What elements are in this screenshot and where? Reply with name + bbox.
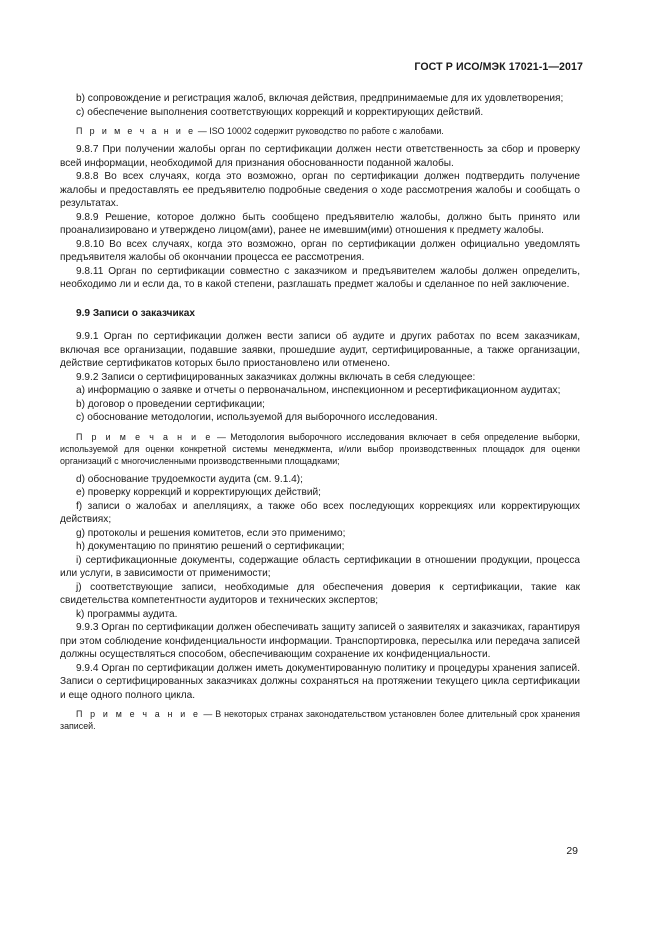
list-item-b: b) договор о проведении сертификации; — [76, 398, 265, 410]
list-item-i: i) сертификационные документы, содержащие область сертификации в отношении продукции, процесса или услуги, в зависимости от применимости; — [60, 554, 580, 579]
list-item-j: j) соответствующие записи, необходимые для обеспечения доверия к сертификации, такие как свидетельства компетентности аудиторов и технических экспертов; — [60, 581, 580, 606]
clause-9-9-3: 9.9.3 Орган по сертификации должен обеспечивать защиту записей о заявителях и заказчиках, гарантируя при этом соблюдение конфиденциальности информации. Транспортировка, пересылка или передача записей должны осуществляться способом, обеспечивающим сохранение их конфиденциальности. — [60, 622, 580, 660]
clause-9-8-7: 9.8.7 При получении жалобы орган по сертификации должен нести ответственность за сбор и проверку всей информации, необходимой для признания обоснованности поданной жалобы. — [60, 144, 580, 169]
note — [60, 431, 580, 467]
note-text: — ISO 10002 содержит руководство по работе с жалобами. — [195, 126, 444, 136]
note-text: — В некоторых странах законодательством установлен более длительный срок хранения записей. — [60, 709, 580, 731]
document-header: ГОСТ Р ИСО/МЭК 17021-1—2017 — [414, 61, 583, 73]
list-item-g: g) протоколы и решения комитетов, если это применимо; — [76, 527, 346, 539]
note-text: — Методология выборочного исследования включает в себя определение выборки, используемой для оценки конкретной системы менеджмента, и/или выбор производственных площадок для оценки организаций с многочисленными производственными площадками; — [60, 431, 580, 466]
clause-9-8-10: 9.8.10 Во всех случаях, когда это возможно, орган по сертификации должен официально уведомлять предъявителя жалобы об окончании процесса ее рассмотрения. — [60, 238, 580, 263]
note-label: П р и м е ч а н и е — [76, 709, 201, 719]
clause-9-9-1: 9.9.1 Орган по сертификации должен вести записи об аудите и других работах по всем заказчикам, включая все организации, подавшие заявки, прошедшие аудит, сертифицированные, а также организации, действие сертификатов которых было приостановлено или отменено. — [60, 331, 580, 369]
list-item-h: h) документацию по принятию решений о сертификации; — [76, 541, 345, 552]
clause-9-9-4: 9.9.4 Орган по сертификации должен иметь документированную политику и процедуры хранения записей. Записи о сертифицированных заказчиках должны сохраняться на протяжении текущего цикла сертификации и еще одного полного цикла. — [60, 662, 580, 701]
list-item-c: c) обеспечение выполнения соответствующих коррекций и корректирующих действий. — [76, 106, 484, 118]
note-label: П р и м е ч а н и е — [76, 126, 196, 136]
list-item-d: d) обоснование трудоемкости аудита (см. 9.1.4); — [76, 473, 303, 485]
clause-9-9-2: 9.9.2 Записи о сертифицированных заказчиках должны включать в себя следующее: — [76, 371, 476, 383]
list-item-c: c) обоснование методологии, используемой для выборочного исследования. — [76, 412, 438, 423]
clause-9-8-8: 9.8.8 Во всех случаях, когда это возможно, орган по сертификации должен подтвердить получение жалобы и предоставлять ее предъявителю подробные сведения о ходе рассмотрения жалобы и сообщать о результатах. — [60, 171, 580, 209]
note — [60, 708, 580, 732]
list-item-f: f) записи о жалобах и апелляциях, а также обо всех последующих коррекциях или корректирующих действиях; — [60, 500, 580, 525]
clause-9-8-11: 9.8.11 Орган по сертификации совместно с заказчиком и предъявителем жалобы должен определить, необходимо ли и если да, то в какой степени, разглашать предмет жалобы и сделанное по ней заключение. — [60, 265, 580, 290]
list-item-e: e) проверку коррекций и корректирующих действий; — [76, 487, 321, 498]
note — [60, 125, 580, 137]
list-item-k: k) программы аудита. — [76, 608, 178, 620]
clause-9-8-9: 9.8.9 Решение, которое должно быть сообщено предъявителю жалобы, должно быть принято или проанализировано и утверждено лицом(ами), ранее не имевшим(ими) отношения к предмету жалобы. — [60, 211, 580, 236]
note-label: П р и м е ч а н и е — [76, 431, 213, 442]
section-heading: 9.9 Записи о заказчиках — [76, 307, 195, 319]
list-item-b: b) сопровождение и регистрация жалоб, включая действия, предпринимаемые для их удовлетворения; — [76, 93, 564, 104]
list-item-a: a) информацию о заявке и отчеты о первоначальном, инспекционном и ресертификационном аудитах; — [76, 385, 561, 396]
page-number: 29 — [566, 845, 578, 857]
document-body — [60, 92, 580, 732]
